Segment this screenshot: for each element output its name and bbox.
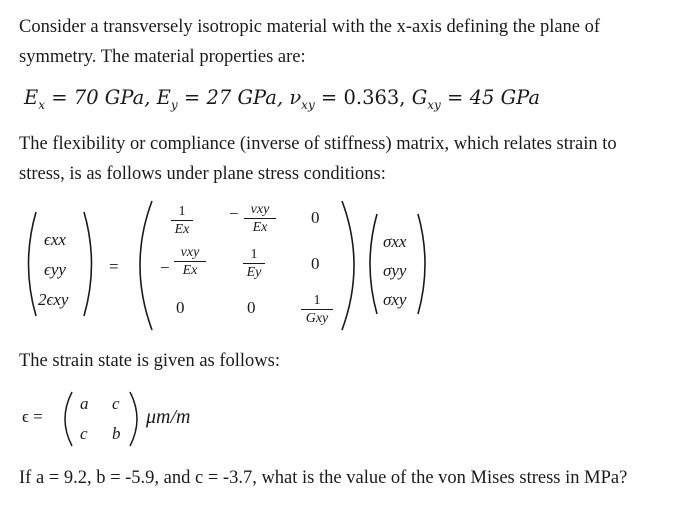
tensor-c-top: c [112, 394, 120, 413]
r2c1-denominator: Ex [182, 263, 198, 278]
r2c2-denominator: Ey [246, 265, 262, 280]
stress-xy: σxy [383, 290, 407, 309]
r2c1-minus: − [160, 258, 170, 277]
nu-equals: = [320, 86, 338, 109]
nu-symbol: ν [289, 86, 302, 109]
intro-line-1: Consider a transversely isotropic material with the x-axis defining the plane of [19, 17, 601, 37]
intro-line-2: symmetry. The material properties are: [19, 47, 306, 67]
ey-value: 27 GPa, [206, 86, 284, 109]
compliance-line-1: The flexibility or compliance (inverse of stiffness) matrix, which relates strain to [19, 134, 617, 154]
r3c3-denominator: Gxy [305, 311, 329, 326]
r1c2-denominator: Ex [252, 220, 268, 235]
compliance-line-2: stress, is as follows under plane stress conditions: [19, 164, 386, 184]
ex-subscript: x [38, 97, 46, 112]
r2c2-numerator: 1 [250, 247, 258, 262]
g-value: 45 GPa [469, 86, 541, 109]
ey-equals: = [183, 86, 201, 109]
strain-yy: ϵyy [44, 260, 66, 279]
r3c1-value: 0 [176, 298, 185, 317]
tensor-c-bottom: c [80, 424, 88, 443]
r3c3-numerator: 1 [313, 293, 321, 308]
matrix-equals-sign: = [109, 257, 119, 276]
strain-tensor-symbol: ϵ = [22, 407, 43, 426]
ex-value: 70 GPa, [73, 86, 151, 109]
r2c3-value: 0 [311, 254, 320, 273]
tensor-left-paren [65, 392, 72, 446]
strain-state-text: The strain state is given as follows: [19, 351, 281, 371]
g-equals: = [447, 86, 464, 109]
ex-equals: = [51, 86, 68, 109]
ey-symbol: E [156, 86, 171, 109]
r1c2-minus: − [229, 204, 239, 223]
tensor-b: b [112, 424, 121, 443]
stress-xx: σxx [383, 232, 407, 251]
nu-subscript: xy [301, 97, 315, 112]
tensor-a: a [80, 394, 89, 413]
r1c2-numerator: νxy [250, 202, 270, 217]
ex-symbol: E [24, 86, 39, 109]
r1c1-denominator: Ex [174, 222, 190, 237]
nu-value: 0.363, [343, 86, 406, 109]
r1c3-value: 0 [311, 208, 320, 227]
stress-yy: σyy [383, 261, 407, 280]
strain-units: μm/m [146, 406, 191, 428]
r1c1-numerator: 1 [178, 204, 186, 219]
g-symbol: G [411, 86, 428, 109]
tensor-right-paren [130, 392, 137, 446]
g-subscript: xy [427, 97, 441, 112]
strain-xx: ϵxx [44, 230, 66, 249]
ey-subscript: y [170, 97, 178, 112]
question-text: If a = 9.2, b = -5.9, and c = -3.7, what is the value of the von Mises stress in MPa? [19, 468, 628, 488]
r3c2-value: 0 [247, 298, 256, 317]
strain-2xy: 2ϵxy [38, 290, 69, 309]
r2c1-numerator: νxy [180, 245, 200, 260]
